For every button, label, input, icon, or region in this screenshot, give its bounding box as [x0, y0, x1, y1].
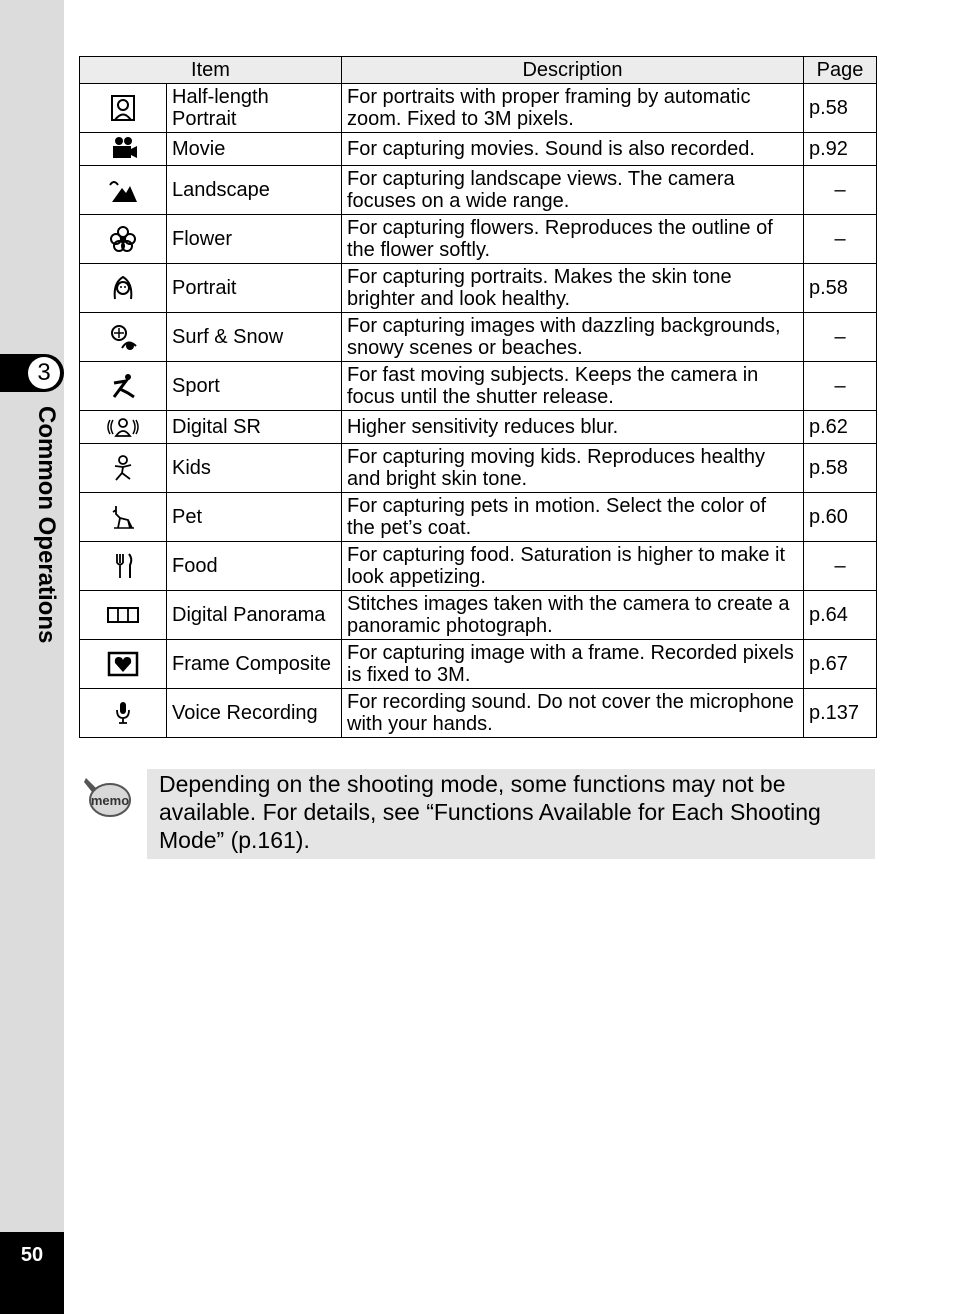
mode-page: p.62	[804, 411, 877, 444]
memo-icon	[82, 774, 134, 820]
page-number: 50	[20, 1244, 44, 1266]
table-row	[80, 264, 877, 313]
table-row	[80, 133, 877, 166]
table-row	[80, 362, 877, 411]
mode-description: For capturing portraits. Makes the skin tone brighter and look healthy.	[342, 264, 804, 313]
mode-name: Voice Recording	[167, 689, 342, 738]
mode-description: Higher sensitivity reduces blur.	[342, 411, 804, 444]
surf-snow-icon	[106, 322, 140, 352]
mode-name: Landscape	[167, 166, 342, 215]
mode-name: Frame Composite	[167, 640, 342, 689]
mode-description: For capturing food. Saturation is higher to make it look appetizing.	[342, 542, 804, 591]
mode-page: p.60	[804, 493, 877, 542]
mode-name: Pet	[167, 493, 342, 542]
flower-icon	[106, 224, 140, 254]
header-page: Page	[804, 57, 877, 84]
table-header-row	[80, 57, 877, 84]
mode-description: For portraits with proper framing by automatic zoom. Fixed to 3M pixels.	[342, 84, 804, 133]
header-item: Item	[80, 57, 342, 84]
mode-page: –	[804, 215, 877, 264]
half-length-portrait-icon	[106, 93, 140, 123]
mode-name: Portrait	[167, 264, 342, 313]
mode-name: Digital SR	[167, 411, 342, 444]
table-row	[80, 591, 877, 640]
mode-description: For capturing landscape views. The camera focuses on a wide range.	[342, 166, 804, 215]
sport-icon	[106, 371, 140, 401]
table-row	[80, 444, 877, 493]
header-description: Description	[342, 57, 804, 84]
table-row	[80, 313, 877, 362]
mode-name: Digital Panorama	[167, 591, 342, 640]
mode-page: p.58	[804, 264, 877, 313]
mode-description: For capturing pets in motion. Select the color of the pet’s coat.	[342, 493, 804, 542]
mode-page: p.92	[804, 133, 877, 166]
mode-description: For recording sound. Do not cover the microphone with your hands.	[342, 689, 804, 738]
table-row	[80, 640, 877, 689]
table-row	[80, 493, 877, 542]
mode-name: Half-length Portrait	[167, 84, 342, 133]
mode-page: –	[804, 166, 877, 215]
mode-page: p.67	[804, 640, 877, 689]
mode-description: For capturing moving kids. Reproduces healthy and bright skin tone.	[342, 444, 804, 493]
mode-page: p.64	[804, 591, 877, 640]
mode-description: Stitches images taken with the camera to create a panoramic photograph.	[342, 591, 804, 640]
mode-description: For capturing flowers. Reproduces the outline of the flower softly.	[342, 215, 804, 264]
mode-name: Flower	[167, 215, 342, 264]
digital-sr-icon	[106, 412, 140, 442]
table-row	[80, 689, 877, 738]
mode-page: p.58	[804, 444, 877, 493]
table-row	[80, 542, 877, 591]
movie-icon	[106, 134, 140, 164]
chapter-title: Common Operations	[33, 406, 60, 644]
mode-page: –	[804, 313, 877, 362]
table-row	[80, 166, 877, 215]
table-row	[80, 84, 877, 133]
pet-icon	[106, 502, 140, 532]
mode-name: Sport	[167, 362, 342, 411]
mode-name: Kids	[167, 444, 342, 493]
mode-name: Food	[167, 542, 342, 591]
mode-name: Surf & Snow	[167, 313, 342, 362]
chapter-number: 3	[28, 357, 60, 389]
mode-description: For capturing image with a frame. Recorded pixels is fixed to 3M.	[342, 640, 804, 689]
mode-page: –	[804, 362, 877, 411]
portrait-icon	[106, 273, 140, 303]
mode-page: p.137	[804, 689, 877, 738]
kids-icon	[106, 453, 140, 483]
food-icon	[106, 551, 140, 581]
voice-recording-icon	[106, 698, 140, 728]
memo-label: memo	[90, 793, 130, 808]
mode-name: Movie	[167, 133, 342, 166]
frame-composite-icon	[106, 649, 140, 679]
mode-description: For fast moving subjects. Keeps the camera in focus until the shutter release.	[342, 362, 804, 411]
mode-page: –	[804, 542, 877, 591]
memo-text: Depending on the shooting mode, some functions may not be available. For details, see “Functions Available for Each Shooting Mode” (p.161).	[159, 771, 821, 853]
side-strip	[0, 0, 64, 1314]
table-row	[80, 411, 877, 444]
mode-description: For capturing movies. Sound is also recorded.	[342, 133, 804, 166]
mode-description: For capturing images with dazzling backgrounds, snowy scenes or beaches.	[342, 313, 804, 362]
digital-panorama-icon	[106, 600, 140, 630]
mode-page: p.58	[804, 84, 877, 133]
shooting-modes-table	[79, 56, 877, 738]
table-row	[80, 215, 877, 264]
landscape-icon	[106, 175, 140, 205]
